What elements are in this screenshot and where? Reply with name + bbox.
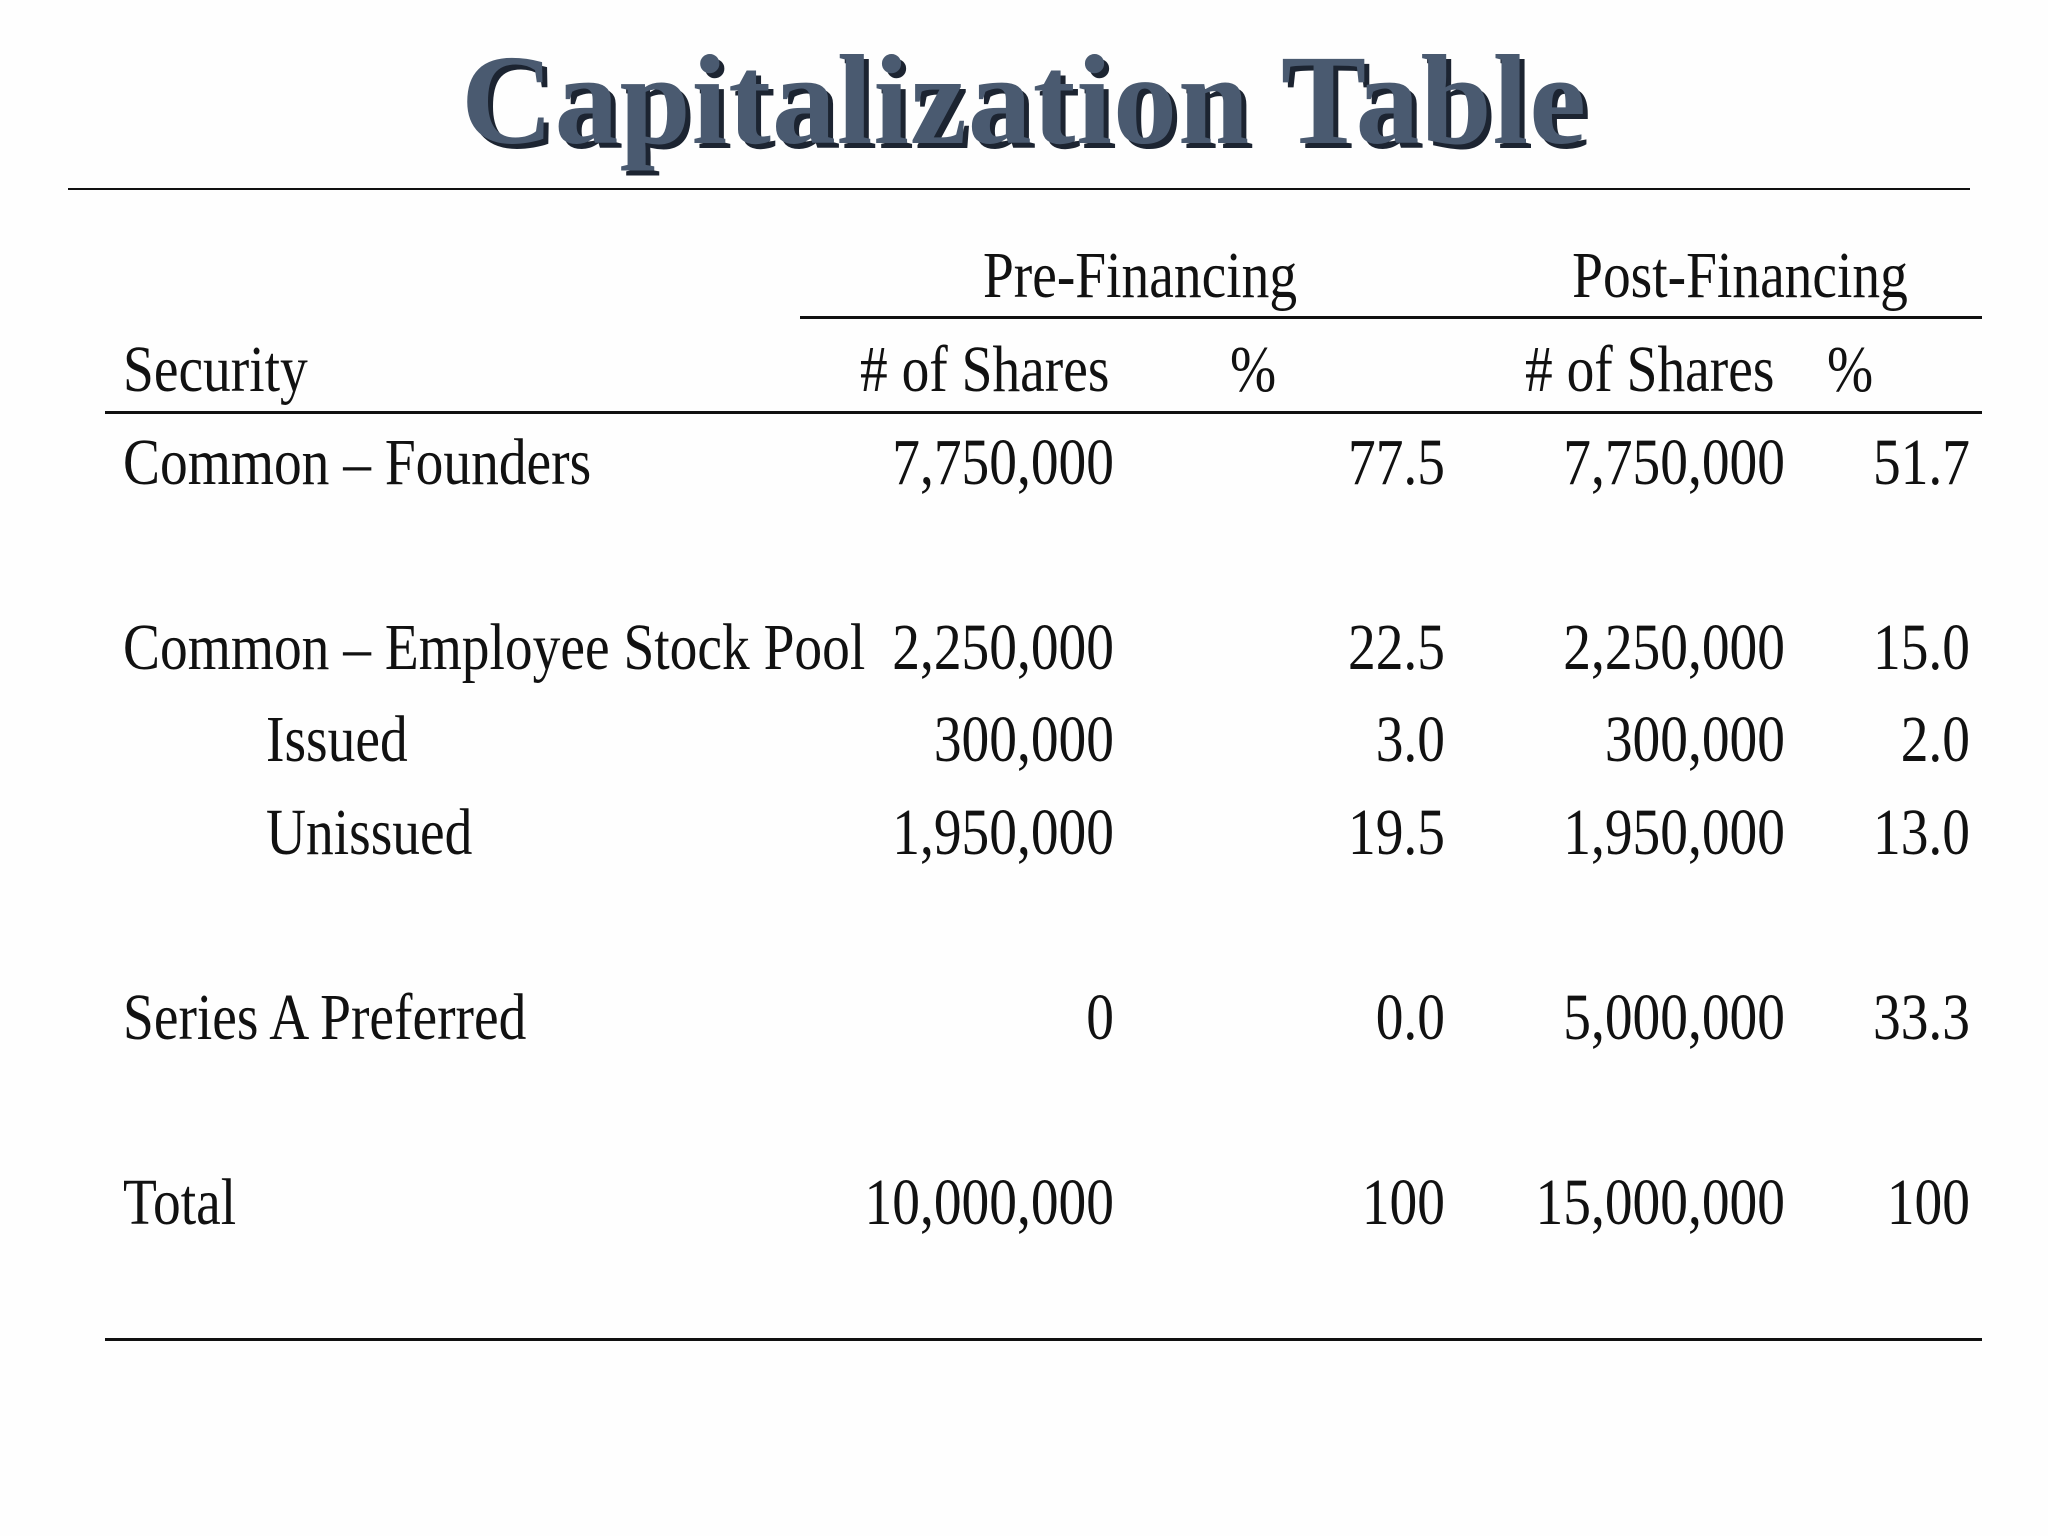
row-post-pct: 2.0 (1900, 703, 1970, 776)
row-pre-shares: 2,250,000 (892, 611, 1114, 684)
row-post-pct: 33.3 (1872, 981, 1970, 1054)
title-divider (68, 188, 1970, 190)
row-pre-pct: 0.0 (1375, 981, 1445, 1054)
row-post-shares: 7,750,000 (1563, 426, 1785, 499)
row-post-pct: 13.0 (1872, 796, 1970, 869)
row-pre-shares: 7,750,000 (892, 426, 1114, 499)
row-security-label: Common – Founders (123, 426, 592, 499)
row-post-shares: 5,000,000 (1563, 981, 1785, 1054)
row-pre-pct: 3.0 (1375, 703, 1445, 776)
column-header-post-pct: % (1827, 333, 1874, 406)
row-security-label: Total (123, 1166, 237, 1239)
header-underline (105, 411, 1982, 414)
row-security-label: Issued (266, 703, 408, 776)
row-post-shares: 15,000,000 (1535, 1166, 1785, 1239)
row-post-pct: 51.7 (1872, 426, 1970, 499)
row-post-shares: 300,000 (1604, 703, 1785, 776)
column-header-pre-shares: # of Shares (860, 333, 1110, 406)
row-post-pct: 15.0 (1872, 611, 1970, 684)
row-security-label: Common – Employee Stock Pool (123, 611, 866, 684)
group-header-underline (800, 316, 1982, 319)
row-pre-pct: 19.5 (1347, 796, 1445, 869)
group-header-pre-financing: Pre-Financing (982, 239, 1298, 312)
row-security-label: Unissued (266, 796, 473, 869)
page-title: Capitalization Table (461, 29, 1587, 171)
row-pre-shares: 300,000 (933, 703, 1114, 776)
row-pre-shares: 10,000,000 (864, 1166, 1114, 1239)
row-post-shares: 2,250,000 (1563, 611, 1785, 684)
row-pre-pct: 77.5 (1347, 426, 1445, 499)
group-header-post-financing: Post-Financing (1572, 239, 1908, 312)
column-header-post-shares: # of Shares (1525, 333, 1775, 406)
row-post-pct: 100 (1886, 1166, 1970, 1239)
column-header-security: Security (123, 333, 308, 406)
row-pre-shares: 0 (1086, 981, 1114, 1054)
row-post-shares: 1,950,000 (1563, 796, 1785, 869)
row-security-label: Series A Preferred (123, 981, 527, 1054)
row-pre-shares: 1,950,000 (892, 796, 1114, 869)
row-pre-pct: 22.5 (1347, 611, 1445, 684)
row-pre-pct: 100 (1361, 1166, 1445, 1239)
table-bottom-rule (105, 1338, 1982, 1341)
column-header-pre-pct: % (1230, 333, 1277, 406)
